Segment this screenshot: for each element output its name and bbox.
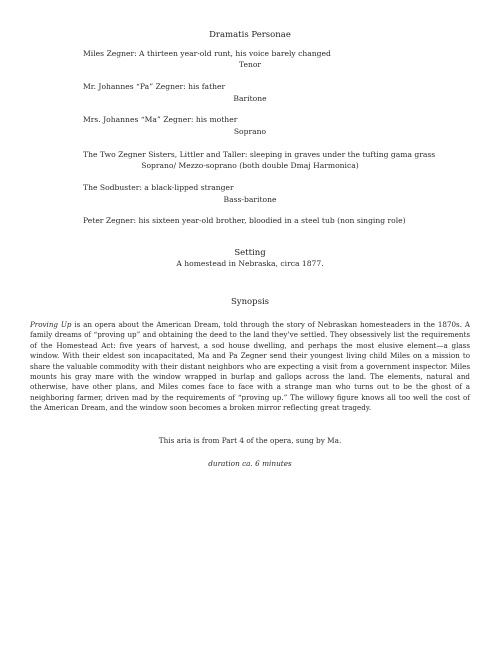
- voice-sodbuster: Bass-baritone: [223, 195, 277, 204]
- role-sodbuster: The Sodbuster: a black-lipped stranger: [83, 183, 234, 192]
- synopsis-body: is an opera about the American Dream, told through the story of Nebraskan homesteaders in the 1870s. A family dreams of “proving up” and obtaining the deed to the land they’ve settled. They obsessively list the requirements of the Homestead Act: five years of harvest, a sod house dwelling, and perhaps the most elusive element—a glass window. With their eldest son incapacitated, Ma and Pa Zegner send their youngest living child Miles on a mission to share the valuable commodity with their distant neighbors who are expecting a visit from a government inspector. Miles mounts his gray mare with the window wrapped in burlap and gallops across the land. The elements, natural and otherwise, have other plans, and Miles comes face to face with a strange man who turns out to be the ghost of a neighboring farmer, driven mad by the requirements of “proving up.” The willowy figure knows all too well the cost of the American Dream, and the window soon becomes a broken mirror reflecting great tragedy.: [30, 320, 470, 413]
- setting-text: A homestead in Nebraska, circa 1877.: [176, 259, 324, 268]
- voice-miles: Tenor: [238, 60, 262, 69]
- role-peter: Peter Zegner: his sixteen year-old brother, bloodied in a steel tub (non singing role): [83, 216, 406, 225]
- role-pa: Mr. Johannes “Pa” Zegner: his father: [83, 82, 226, 91]
- duration-note: duration ca. 6 minutes: [208, 459, 292, 468]
- synopsis-heading: Synopsis: [230, 297, 270, 307]
- setting-heading: Setting: [234, 248, 266, 258]
- role-sisters: The Two Zegner Sisters, Littler and Taller: sleeping in graves under the tufting gama grass: [83, 150, 436, 159]
- role-ma: Mrs. Johannes “Ma” Zegner: his mother: [83, 115, 238, 124]
- role-miles: Miles Zegner: A thirteen year-old runt, his voice barely changed: [83, 49, 331, 58]
- voice-pa: Baritone: [233, 94, 267, 103]
- aria-note: This aria is from Part 4 of the opera, sung by Ma.: [158, 436, 342, 445]
- opera-title: Proving Up: [30, 320, 72, 329]
- voice-ma: Soprano: [233, 127, 267, 136]
- dramatis-personae-heading: Dramatis Personae: [209, 30, 291, 40]
- synopsis-paragraph: [30, 320, 470, 414]
- voice-sisters: Soprano/ Mezzo-soprano (both double Dmaj Harmonica): [141, 161, 359, 170]
